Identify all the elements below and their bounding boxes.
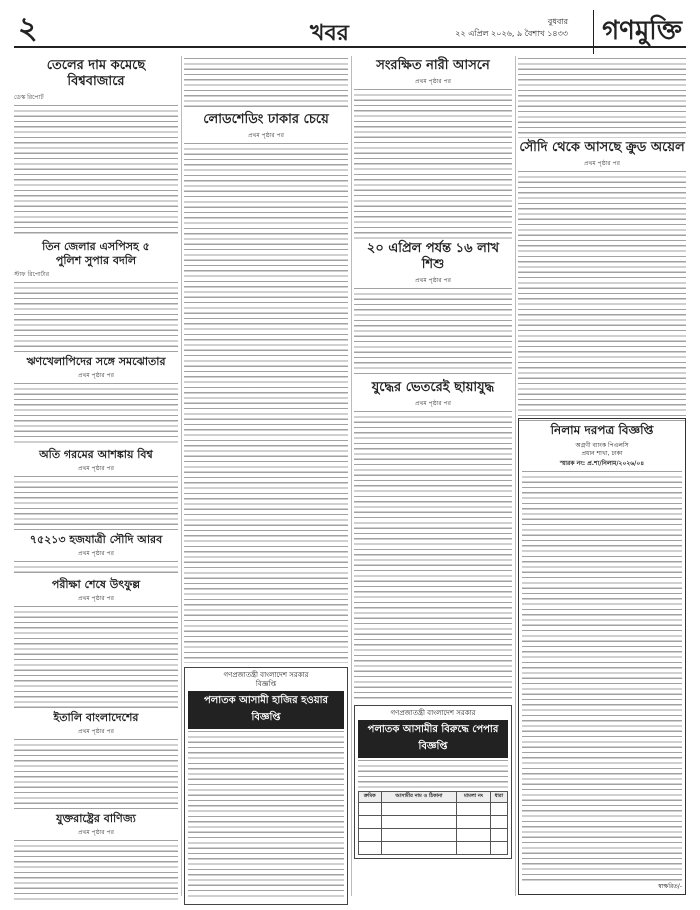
notice-header: গণপ্রজাতন্ত্রী বাংলাদেশ সরকার [390,709,476,717]
article-body [14,739,178,809]
column-rule [351,56,352,896]
headline: পরীক্ষা শেষে উৎফুল্ল [51,578,141,591]
fugitive-table [358,791,508,855]
page-number: ২ [18,11,38,46]
headline: তিন জেলার এসপিসহ ৫ পুলিশ সুপার বদলি [42,240,150,267]
column-4 [518,56,686,423]
article-body [14,383,178,445]
headline: ইতালি বাংলাদেশের [53,711,139,724]
auction-notice [518,418,686,895]
headline: অতি গরমের আশঙ্কায় বিশ্ব [39,448,153,461]
headline: ৭৫২১৩ হজযাত্রী সৌদি আরব [29,533,163,546]
date: ২২ এপ্রিল ২০২৬, ৯ বৈশাখ ১৪৩৩ [455,29,568,38]
article-body [14,840,178,900]
auction-branch: প্রধান শাখা, ঢাকা [581,450,623,457]
article-us-trade: যুক্তরাষ্ট্রের বাণিজ্য প্রথম পৃষ্ঠার পর [14,812,178,900]
headline: ২০ এপ্রিল পর্যন্ত ১৬ লাখ শিশু [366,241,500,272]
brand-logo: গণমুক্তি [593,10,682,54]
notice-header: গণপ্রজাতন্ত্রী বাংলাদেশ সরকার [223,671,309,679]
article-body [184,58,348,110]
table-row [359,816,508,829]
column-2 [184,56,348,909]
table-row [359,829,508,842]
byline: স্টাফ রিপোর্টার [14,271,50,278]
notice-title: পলাতক আসামী হাজির হওয়ার বিজ্ঞপ্তি [188,691,344,729]
article-war: যুদ্ধের ভেতরেই ছায়াযুদ্ধ প্রথম পৃষ্ঠার পর [354,380,512,701]
article-body [14,282,178,352]
dateline [455,16,568,40]
article-police [14,240,178,352]
notice-body [358,760,508,788]
article-body [14,105,178,237]
article-body [184,143,348,663]
article-body [14,606,178,708]
auction-title: নিলাম দরপত্র বিজ্ঞপ্তি [550,423,654,437]
article-crude: সৌদি থেকে আসছে ক্রুড অয়েল প্রথম পৃষ্ঠার পর [518,140,686,421]
table-header-row: ক্রমিক আসামীর নাম ও ঠিকানা মামলা নং ধারা [359,792,508,803]
article-italy: ইতালি বাংলাদেশের প্রথম পৃষ্ঠার পর [14,711,178,809]
govt-notice [184,667,348,905]
column-1 [14,56,178,902]
article-exam: পরীক্ষা শেষে উৎফুল্ল প্রথম পৃষ্ঠার পর [14,578,178,708]
notice-title: পলাতক আসামীর বিরুদ্ধে পেপার বিজ্ঞপ্তি [358,720,508,758]
table-row [359,803,508,816]
article-body [14,476,178,530]
column-rule [515,56,516,896]
auction-footer: স্বাক্ষরিত/- [658,883,682,890]
auction-bank: অগ্রণী ব্যাংক পিএলসি [575,442,629,449]
article-body [354,288,512,378]
table-row [359,842,508,855]
masthead [14,12,686,48]
fugitive-notice [354,705,512,859]
day: বুধবার [547,17,568,26]
headline: তেলের দাম কমেছে বিশ্ববাজারে [46,58,146,89]
article-hajj: ৭৫২১৩ হজযাত্রী সৌদি আরব প্রথম পৃষ্ঠার পর [14,533,178,575]
headline: সৌদি থেকে আসছে ক্রুড অয়েল [519,140,685,155]
article-body [518,171,686,421]
headline: যুক্তরাষ্ট্রের বাণিজ্য [56,812,136,825]
article-body [354,89,512,239]
column-rule [181,56,182,896]
headline: সংরক্ষিত নারী আসনে [376,58,490,73]
article-children: ২০ এপ্রিল পর্যন্ত ১৬ লাখ শিশু প্রথম পৃষ্ঠার পর [354,241,512,378]
article-women-seats: সংরক্ষিত নারী আসনে প্রথম পৃষ্ঠার পর [354,58,512,239]
auction-body [522,471,682,881]
headline: যুদ্ধের ভেতরেই ছায়াযুদ্ধ [371,380,495,395]
headline: ঋণখেলাপিদের সঙ্গে সমঝোতার [26,355,166,368]
article-oil-price [14,58,178,237]
notice-body [188,731,344,899]
article-loadshedding: লোডশেডিং ঢাকার চেয়ে প্রথম পৃষ্ঠার পর [184,112,348,663]
article-heat: অতি গরমের আশঙ্কায় বিশ্ব প্রথম পৃষ্ঠার পর [14,448,178,530]
auction-ref: স্মারক নং: প্র.শা/নিলাম/২০২৬/০৪ [559,460,645,467]
article-body [14,561,178,575]
section-title: খবর [310,20,349,46]
byline: ডেস্ক রিপোর্ট [14,94,44,101]
column-3 [354,56,512,863]
article-loan: ঋণখেলাপিদের সঙ্গে সমঝোতার প্রথম পৃষ্ঠার পর [14,355,178,445]
article-body [518,58,686,138]
article-body [354,411,512,701]
headline: লোডশেডিং ঢাকার চেয়ে [203,112,329,127]
notice-subheader: বিজ্ঞপ্তি [255,680,277,688]
